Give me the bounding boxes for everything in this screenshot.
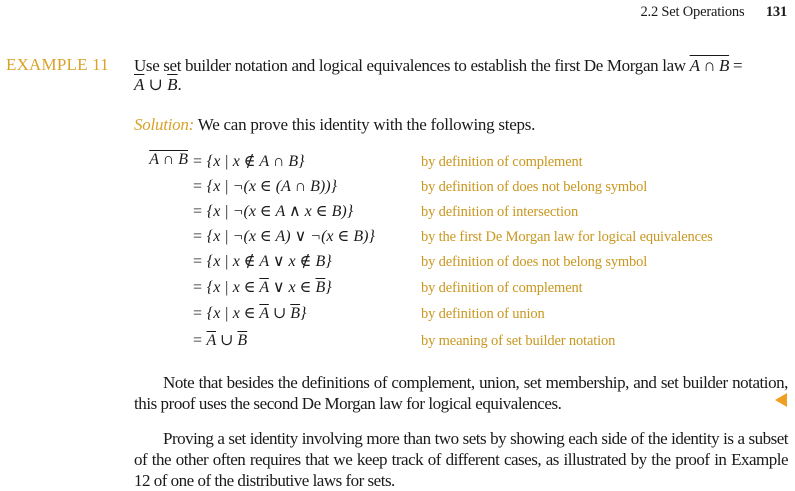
period: . (177, 75, 182, 94)
proof-expr (192, 330, 247, 350)
complement-a: $\overline{A}$ (259, 279, 269, 296)
end-of-example-marker-icon (775, 393, 787, 407)
solution-intro (134, 115, 535, 135)
expr-part: ∪ (268, 305, 291, 322)
note-paragraph (134, 372, 788, 414)
proof-reason: by definition of union (421, 306, 545, 322)
expr-part: = (192, 332, 207, 349)
expr-part: = {x | x ∈ (192, 305, 260, 322)
problem-statement (134, 56, 742, 76)
complement-b: $\overline{B}$ (315, 279, 326, 296)
expr-part: } (300, 305, 307, 322)
union-symbol: ∪ (144, 75, 168, 94)
complement-a: $\overline{A}$ (134, 75, 145, 94)
proof-expr: = {x | x ∉ A ∨ x ∉ B} (192, 253, 332, 270)
complement-b: $\overline{B}$ (237, 332, 248, 349)
proof-reason: by definition of complement (421, 280, 583, 296)
problem-statement-line2 (134, 75, 182, 95)
complement-a: $\overline{A}$ (206, 332, 216, 349)
proof-expr (192, 303, 306, 323)
page-number: 131 (765, 4, 787, 20)
complement-b: $\overline{B}$ (167, 75, 178, 94)
proof-expr: = {x | ¬(x ∈ A ∧ x ∈ B)} (192, 203, 354, 220)
section-title: 2.2 Set Operations (640, 4, 745, 20)
paragraph-text: Proving a set identity involving more than two sets by showing each side of the identity is a subset of the other often requires that we keep track of different cases, as illustrated by the proof in Example 12 of one of the distributive laws for sets. (134, 429, 788, 490)
proof-expr (192, 277, 332, 297)
proof-expr: = {x | x ∉ A ∩ B} (192, 153, 305, 170)
expr-part: ∪ (216, 332, 238, 349)
proof-expr: = {x | ¬(x ∈ (A ∩ B))} (192, 178, 337, 195)
example-label: EXAMPLE 11 (6, 55, 109, 74)
proof-reason: by definition of intersection (421, 204, 579, 220)
expr-part: } (325, 279, 332, 296)
running-head (640, 4, 787, 21)
proof-reason: by meaning of set builder notation (421, 333, 616, 349)
solution-label: Solution: (134, 115, 195, 134)
paragraph-text: Note that besides the definitions of complement, union, set membership, and set builder notation, this proof uses the second De Morgan law for logical equivalences. (134, 373, 788, 413)
complement-b: $\overline{B}$ (290, 305, 301, 322)
body-paragraph (134, 428, 788, 491)
formula-equals: = (729, 56, 743, 75)
expr-part: ∨ x ∈ (268, 279, 316, 296)
proof-reason: by definition of does not belong symbol (421, 254, 648, 270)
proof-reason: by definition of complement (421, 154, 583, 170)
proof-lhs: A ∩ B (149, 151, 188, 168)
proof-expr: = {x | ¬(x ∈ A) ∨ ¬(x ∈ B)} (192, 228, 375, 245)
complement-a: $\overline{A}$ (259, 305, 269, 322)
formula-complement-intersection: A ∩ B (689, 56, 730, 75)
expr-part: = {x | x ∈ (192, 279, 260, 296)
problem-text: Use set builder notation and logical equivalences to establish the first De Morgan law (134, 56, 686, 75)
proof-reason: by the first De Morgan law for logical equivalences (421, 229, 713, 245)
solution-text: We can prove this identity with the following steps. (194, 115, 536, 134)
proof-reason: by definition of does not belong symbol (421, 179, 648, 195)
